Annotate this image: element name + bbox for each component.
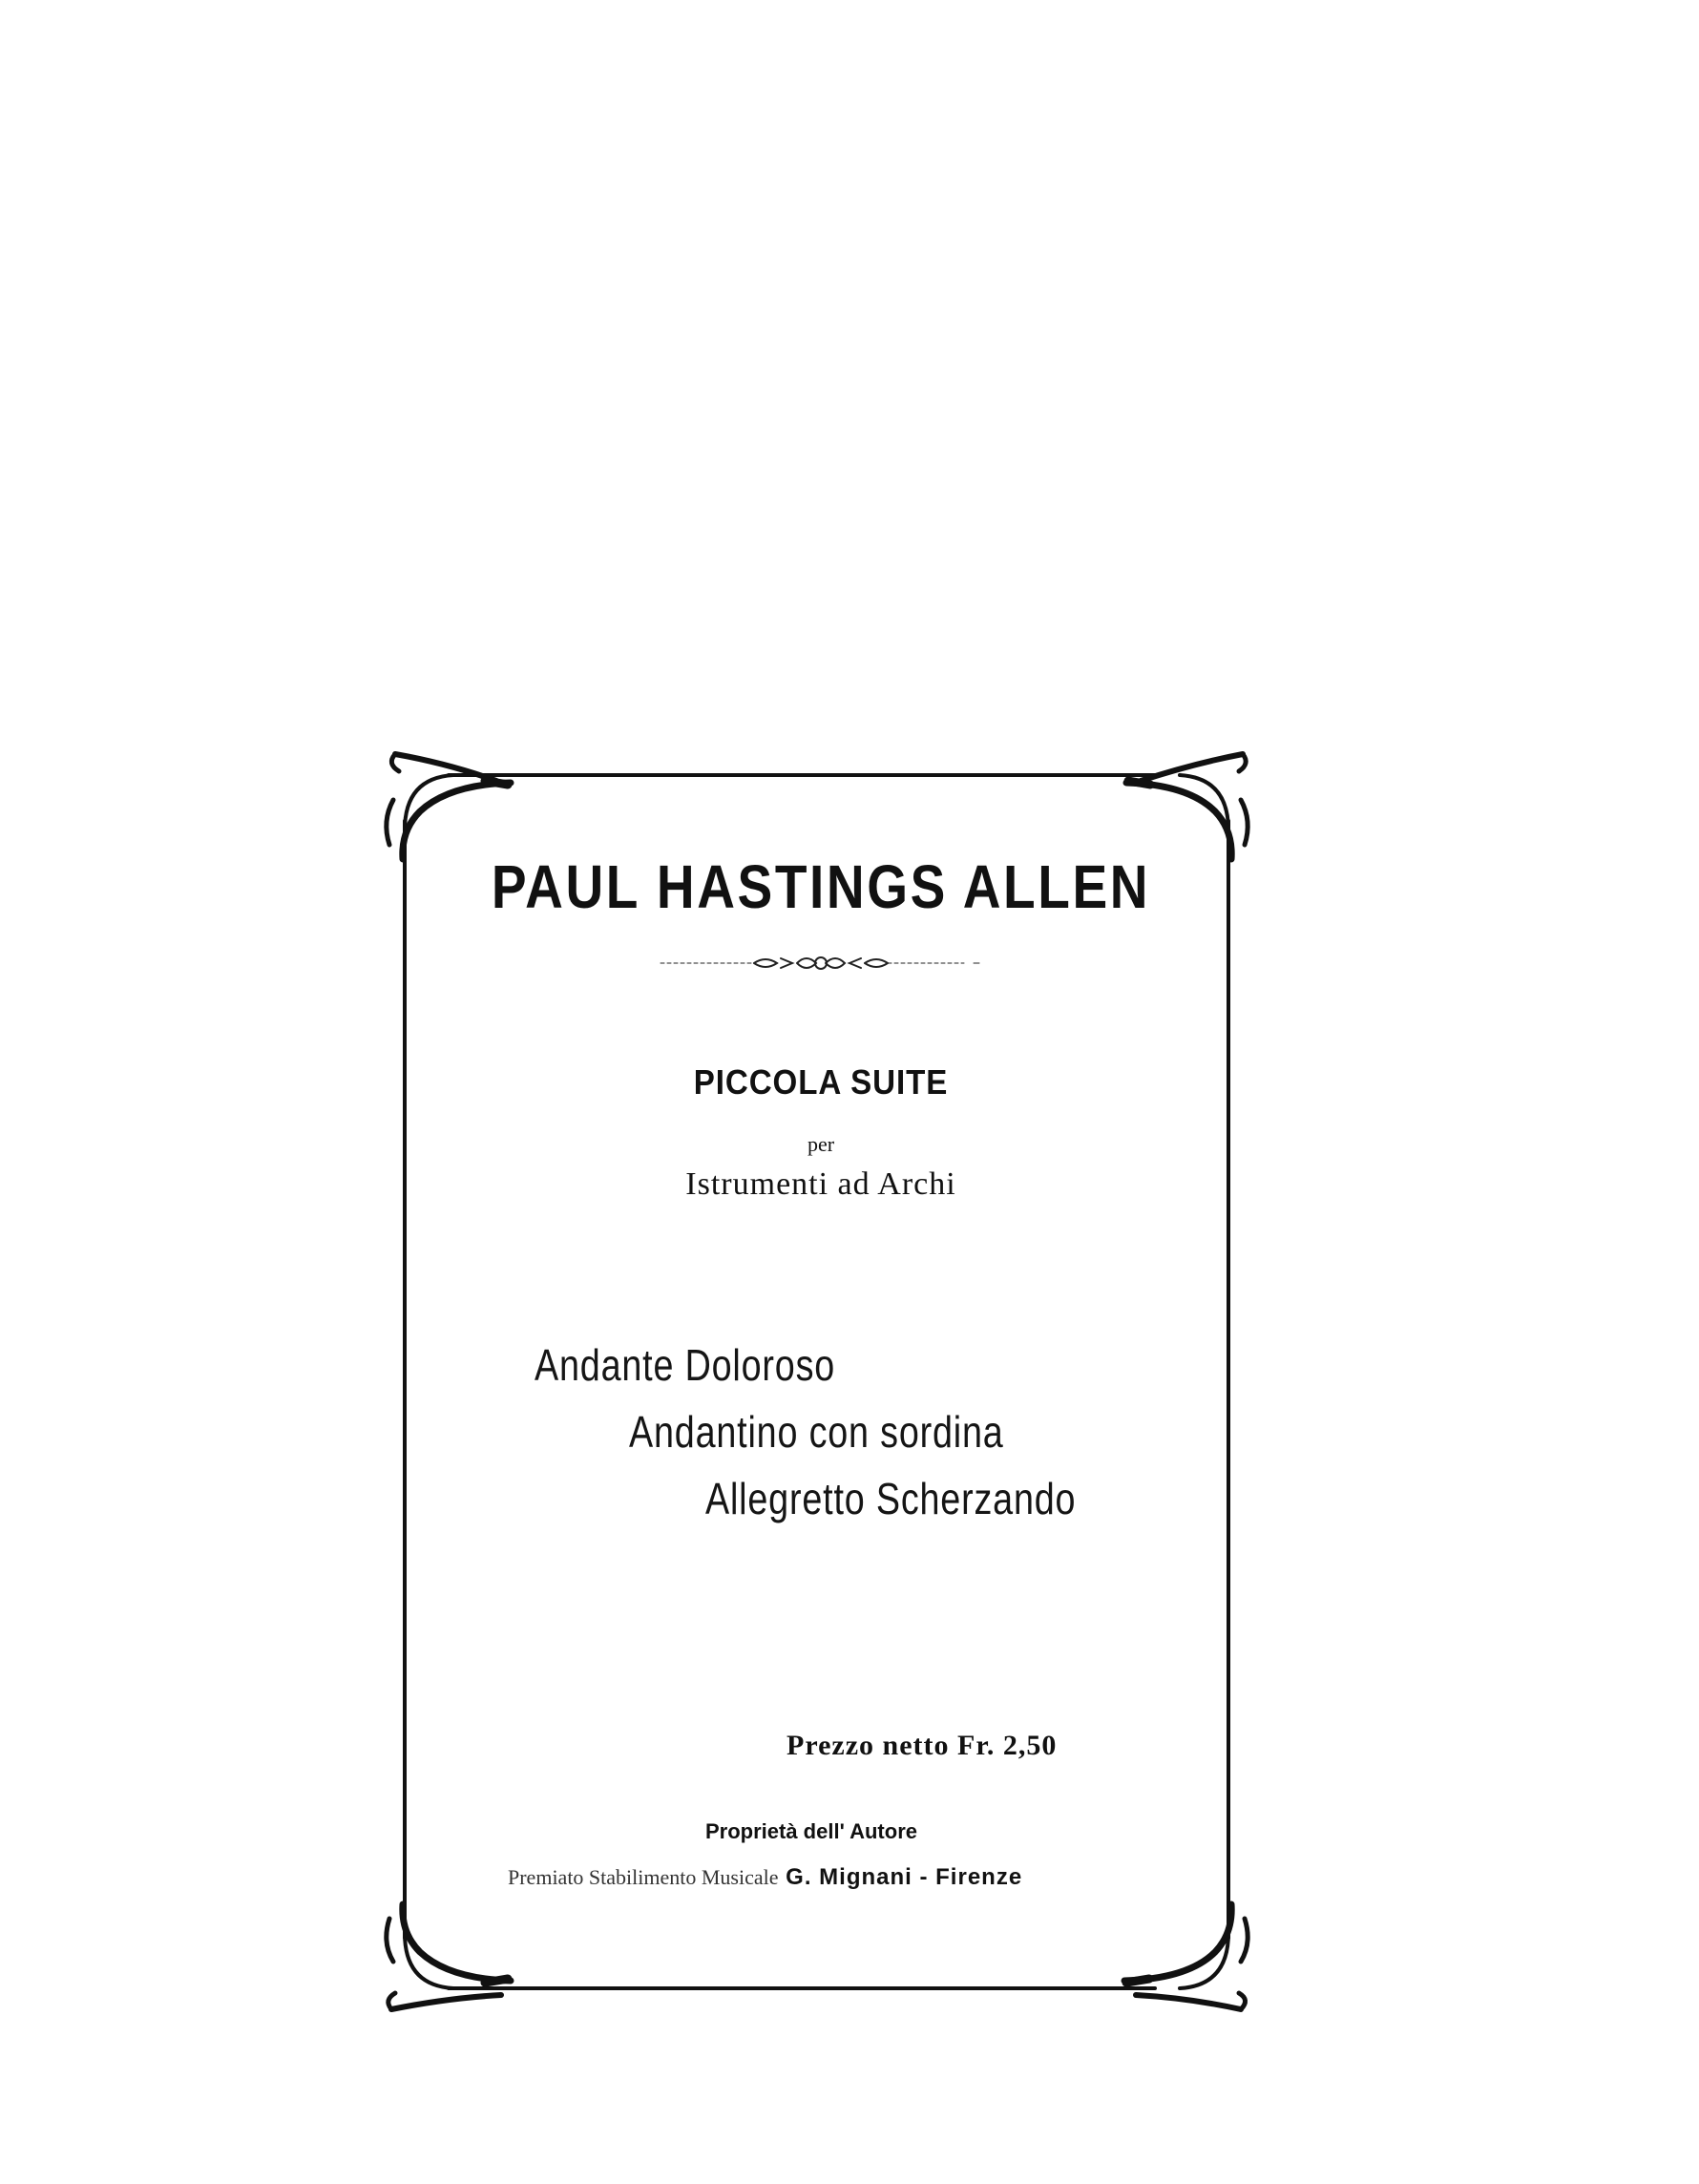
per-text: per bbox=[807, 1132, 835, 1156]
corner-ornament-top-right bbox=[1126, 754, 1248, 859]
instrumentation-text: Istrumenti ad Archi bbox=[685, 1166, 956, 1202]
publisher-name: G. Mignani - Firenze bbox=[786, 1864, 1023, 1890]
publisher-prefix: Premiato Stabilimento Musicale bbox=[508, 1865, 779, 1889]
movement-title: Andantino con sordina bbox=[629, 1407, 1004, 1457]
corner-ornament-bottom-right bbox=[1124, 1904, 1248, 2009]
ownership-text: Proprietà dell' Autore bbox=[704, 1819, 917, 1843]
work-title: PICCOLA SUITE bbox=[693, 1062, 949, 1102]
movement-title: Andante Doloroso bbox=[535, 1340, 836, 1390]
scroll-ornament-icon bbox=[659, 951, 983, 976]
publisher-line bbox=[508, 1863, 1022, 1891]
movement-title: Allegretto Scherzando bbox=[705, 1474, 1077, 1523]
price-text: Prezzo netto Fr. 2,50 bbox=[787, 1730, 1058, 1761]
corner-ornament-bottom-left bbox=[387, 1904, 511, 2009]
composer-name: PAUL HASTINGS ALLEN bbox=[491, 852, 1151, 921]
corner-ornament-top-left bbox=[387, 754, 511, 859]
